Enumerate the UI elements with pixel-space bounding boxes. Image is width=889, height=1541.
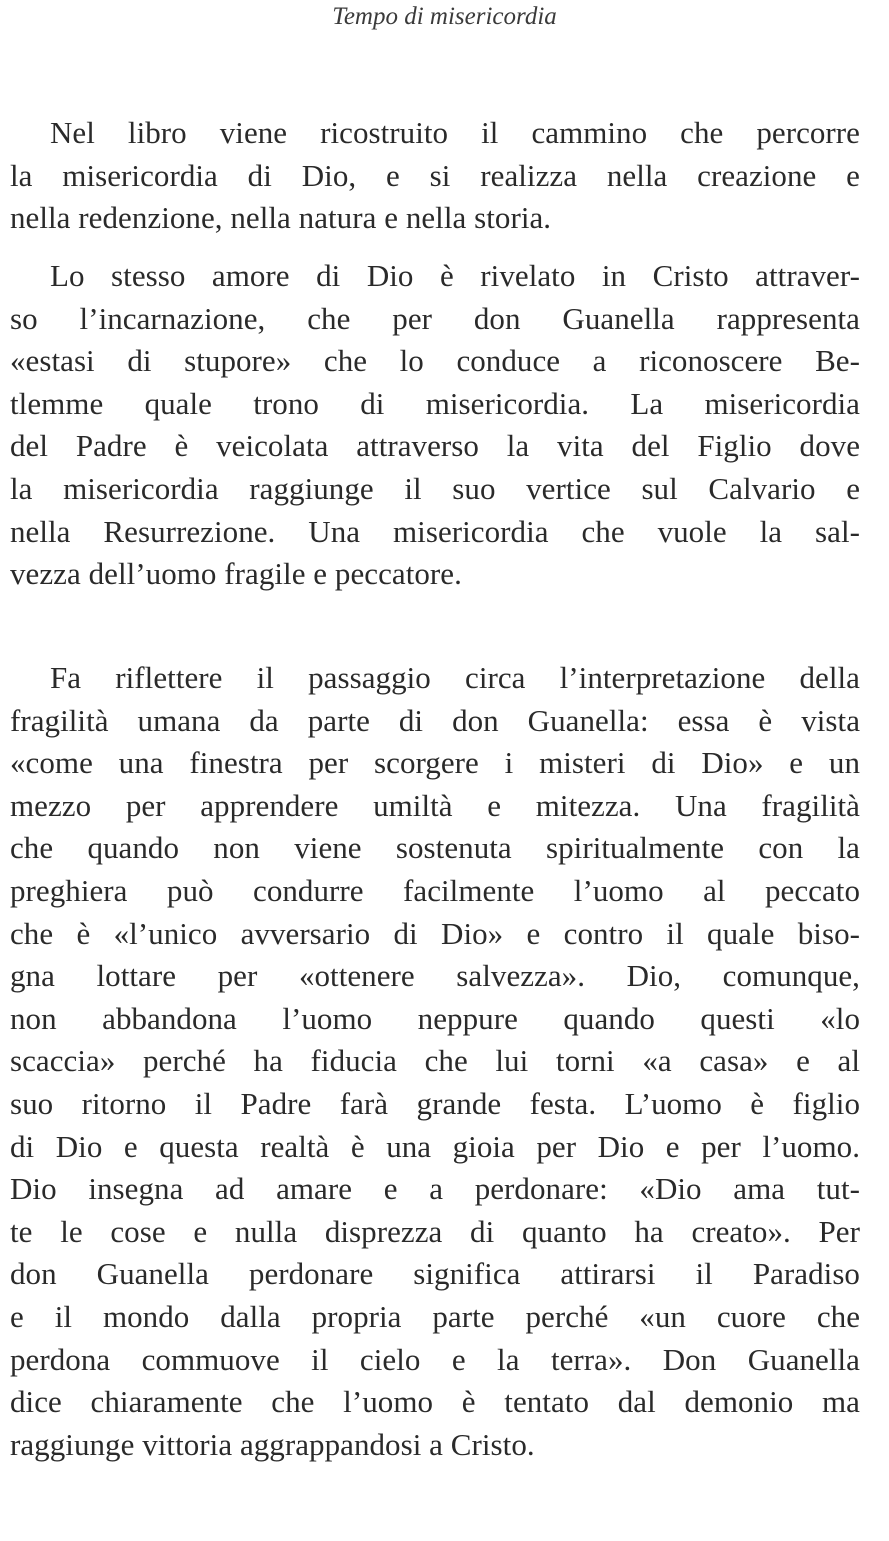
text-line: e il mondo dalla propria parte perché «un cuore che	[10, 1298, 860, 1334]
text-line: dice chiaramente che l’uomo è tentato dal demonio ma	[10, 1384, 860, 1420]
text-line: «come una finestra per scorgere i misteri di Dio» e un	[10, 745, 860, 781]
text-line: del Padre è veicolata attraverso la vita del Figlio dove	[10, 428, 860, 464]
text-line: la misericordia raggiunge il suo vertice sul Calvario e	[10, 470, 860, 506]
text-line: preghiera può condurre facilmente l’uomo al peccato	[10, 872, 860, 908]
text-line: te le cose e nulla disprezza di quanto ha creato». Per	[10, 1213, 860, 1249]
text-line: nella Resurrezione. Una misericordia che vuole la sal-	[10, 513, 860, 549]
text-line: vezza dell’uomo fragile e peccatore.	[10, 556, 462, 592]
text-line: la misericordia di Dio, e si realizza nella creazione e	[10, 157, 860, 193]
text-line: Lo stesso amore di Dio è rivelato in Cristo attraver-	[50, 258, 860, 293]
paragraph-1	[10, 112, 860, 240]
text-line: che è «l’unico avversario di Dio» e contro il quale biso-	[10, 915, 860, 951]
text-line: «estasi di stupore» che lo conduce a riconoscere Be-	[10, 343, 860, 379]
text-line: don Guanella perdonare significa attirarsi il Paradiso	[10, 1256, 860, 1292]
text-line: Nel libro viene ricostruito il cammino che percorre	[50, 115, 860, 150]
text-line: tlemme quale trono di misericordia. La misericordia	[10, 385, 860, 421]
text-line: fragilità umana da parte di don Guanella: essa è vista	[10, 702, 860, 738]
text-line: raggiunge vittoria aggrappandosi a Cristo.	[10, 1426, 535, 1462]
text-line: perdona commuove il cielo e la terra». Don Guanella	[10, 1341, 860, 1377]
text-line: gna lottare per «ottenere salvezza». Dio, comunque,	[10, 958, 860, 994]
running-head: Tempo di misericordia	[332, 3, 557, 30]
text-line: non abbandona l’uomo neppure quando questi «lo	[10, 1000, 860, 1036]
text-line: scaccia» perché ha fiducia che lui torni «a casa» e al	[10, 1043, 860, 1079]
paragraph-2	[10, 255, 860, 596]
text-line: Dio insegna ad amare e a perdonare: «Dio ama tut-	[10, 1171, 860, 1207]
text-line: mezzo per apprendere umiltà e mitezza. Una fragilità	[10, 787, 860, 823]
text-line: so l’incarnazione, che per don Guanella rappresenta	[10, 300, 860, 336]
text-line: Fa riflettere il passaggio circa l’interpretazione della	[50, 660, 860, 695]
text-line: di Dio e questa realtà è una gioia per Dio e per l’uomo.	[10, 1128, 860, 1164]
text-line: che quando non viene sostenuta spiritualmente con la	[10, 830, 860, 866]
paragraph-3	[10, 657, 860, 1466]
text-line: nella redenzione, nella natura e nella storia.	[10, 200, 552, 236]
text-line: suo ritorno il Padre farà grande festa. L’uomo è figlio	[10, 1085, 860, 1121]
